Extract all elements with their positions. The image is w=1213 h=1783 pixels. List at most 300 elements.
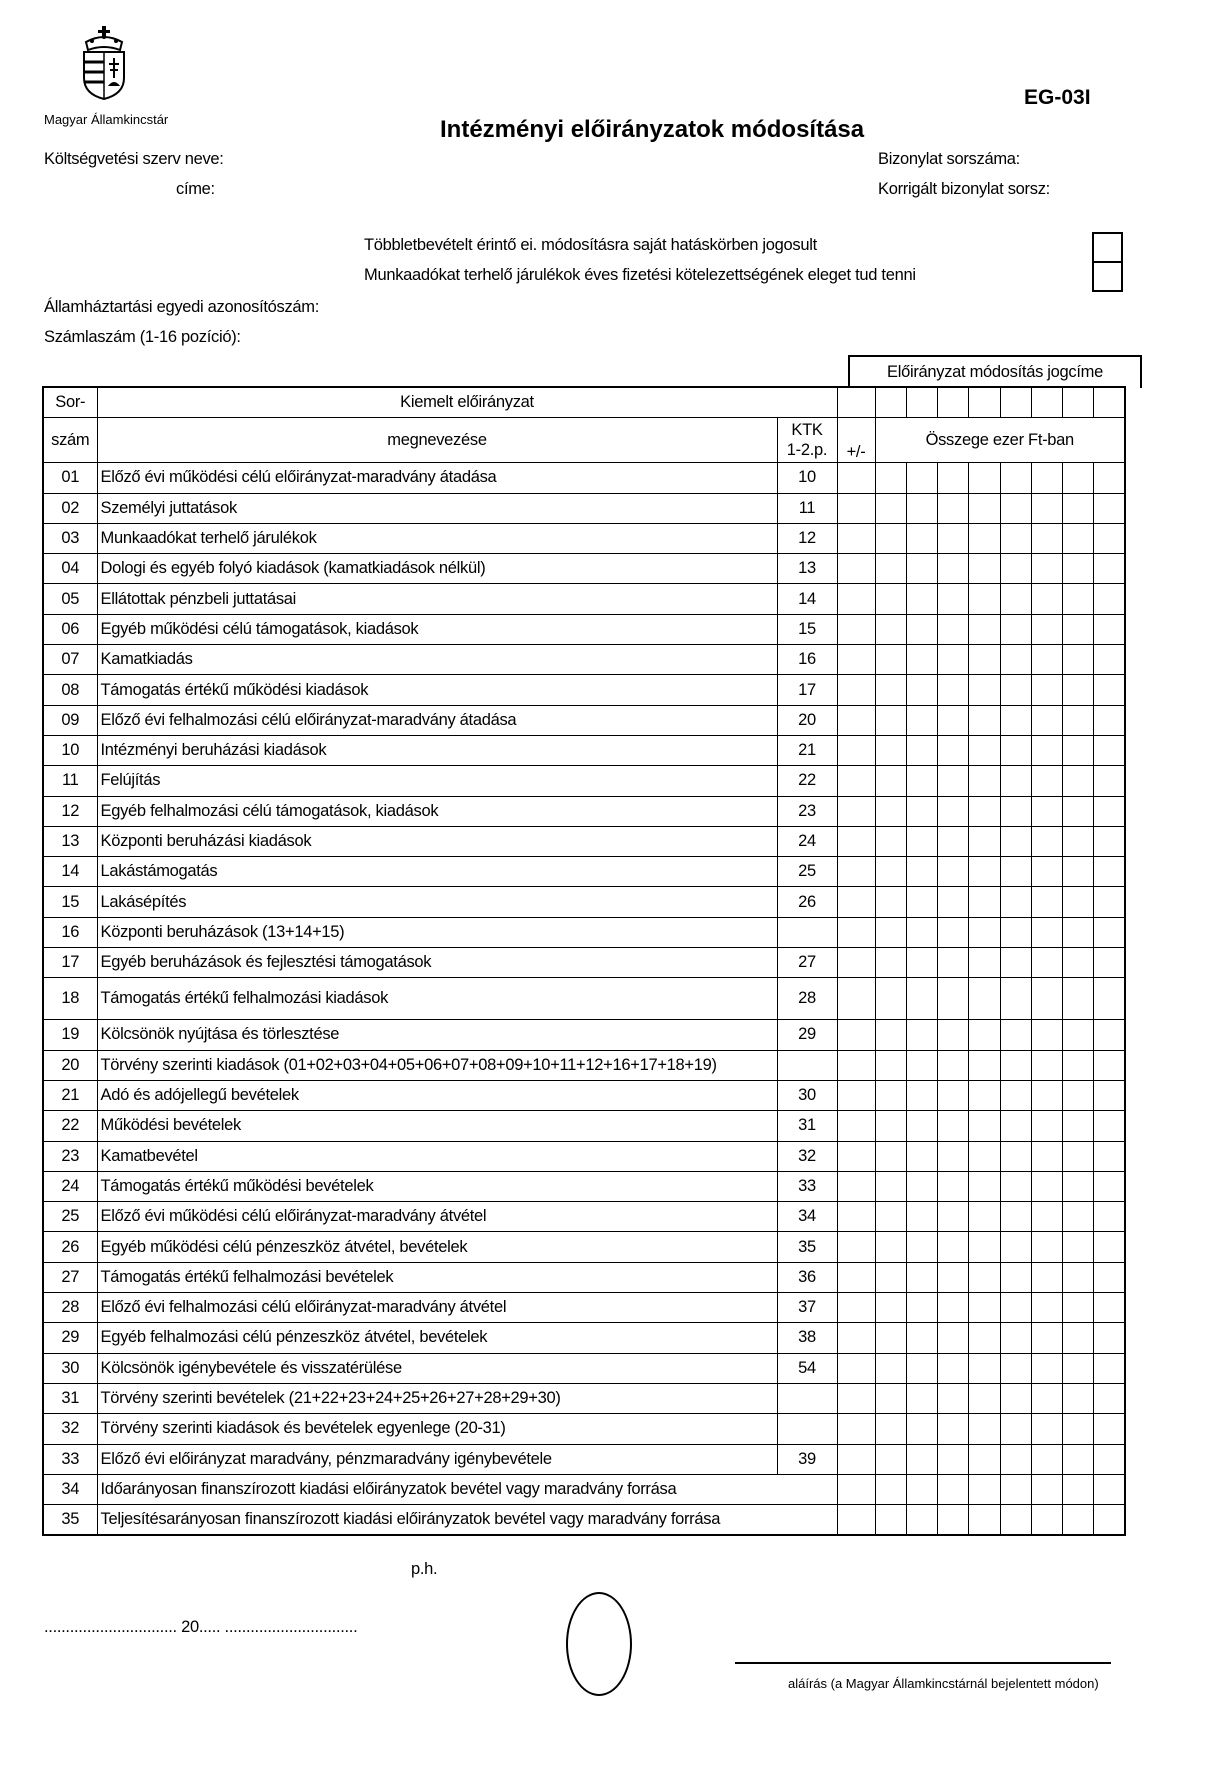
amount-digit-cell[interactable] [875, 1383, 906, 1413]
amount-digit-cell[interactable] [969, 463, 1000, 493]
amount-digit-cell[interactable] [1094, 826, 1125, 856]
amount-digit-cell[interactable] [1000, 826, 1031, 856]
amount-digit-cell[interactable] [969, 1474, 1000, 1504]
amount-digit-cell[interactable] [1094, 735, 1125, 765]
amount-digit-cell[interactable] [1094, 645, 1125, 675]
amount-digit-cell[interactable] [1000, 554, 1031, 584]
amount-digit-cell[interactable] [1031, 493, 1062, 523]
amount-digit-cell[interactable] [1063, 614, 1094, 644]
amount-digit-cell[interactable] [969, 1505, 1000, 1536]
amount-digit-cell[interactable] [906, 1232, 937, 1262]
amount-digit-cell[interactable] [1094, 1020, 1125, 1050]
amount-digit-cell[interactable] [938, 1353, 969, 1383]
amount-digit-cell[interactable] [1094, 917, 1125, 947]
amount-digit-cell[interactable] [1000, 887, 1031, 917]
amount-digit-cell[interactable] [1063, 493, 1094, 523]
amount-digit-cell[interactable] [1031, 735, 1062, 765]
amount-digit-cell[interactable] [1063, 1383, 1094, 1413]
amount-digit-cell[interactable] [875, 463, 906, 493]
amount-digit-cell[interactable] [969, 978, 1000, 1020]
amount-digit-cell[interactable] [938, 614, 969, 644]
amount-digit-cell[interactable] [1094, 1444, 1125, 1474]
amount-digit-cell[interactable] [875, 1293, 906, 1323]
amount-digit-cell[interactable] [1094, 1171, 1125, 1201]
amount-digit-cell[interactable] [1031, 1474, 1062, 1504]
sign-cell[interactable] [837, 1080, 875, 1110]
amount-digit-cell[interactable] [1031, 826, 1062, 856]
sign-cell[interactable] [837, 917, 875, 947]
amount-digit-cell[interactable] [906, 735, 937, 765]
amount-digit-cell[interactable] [969, 645, 1000, 675]
amount-digit-cell[interactable] [1031, 1444, 1062, 1474]
amount-digit-cell[interactable] [938, 857, 969, 887]
amount-digit-cell[interactable] [938, 826, 969, 856]
amount-digit-cell[interactable] [1094, 1353, 1125, 1383]
amount-digit-cell[interactable] [969, 1171, 1000, 1201]
amount-digit-cell[interactable] [1000, 645, 1031, 675]
sign-cell[interactable] [837, 675, 875, 705]
amount-digit-cell[interactable] [875, 978, 906, 1020]
amount-digit-cell[interactable] [1094, 1383, 1125, 1413]
amount-digit-cell[interactable] [1031, 1414, 1062, 1444]
sign-cell[interactable] [837, 857, 875, 887]
amount-digit-cell[interactable] [906, 1383, 937, 1413]
amount-digit-cell[interactable] [1094, 1293, 1125, 1323]
amount-digit-cell[interactable] [875, 614, 906, 644]
amount-digit-cell[interactable] [906, 978, 937, 1020]
amount-digit-cell[interactable] [938, 1050, 969, 1080]
amount-digit-cell[interactable] [1063, 1414, 1094, 1444]
sign-cell[interactable] [837, 493, 875, 523]
amount-digit-cell[interactable] [969, 1080, 1000, 1110]
contrib-checkbox[interactable] [1092, 261, 1123, 292]
amount-digit-cell[interactable] [1000, 1020, 1031, 1050]
amount-digit-cell[interactable] [906, 796, 937, 826]
amount-digit-cell[interactable] [1000, 1202, 1031, 1232]
amount-digit-cell[interactable] [938, 917, 969, 947]
amount-digit-cell[interactable] [875, 1262, 906, 1292]
amount-digit-cell[interactable] [1031, 766, 1062, 796]
amount-digit-cell[interactable] [1000, 523, 1031, 553]
amount-digit-cell[interactable] [1094, 1262, 1125, 1292]
amount-digit-cell[interactable] [969, 584, 1000, 614]
amount-digit-cell[interactable] [1063, 1171, 1094, 1201]
sign-cell[interactable] [837, 1383, 875, 1413]
amount-digit-cell[interactable] [875, 1505, 906, 1536]
amount-digit-cell[interactable] [969, 1232, 1000, 1262]
amount-digit-cell[interactable] [1000, 735, 1031, 765]
amount-digit-cell[interactable] [1000, 1293, 1031, 1323]
amount-digit-cell[interactable] [875, 735, 906, 765]
amount-digit-cell[interactable] [969, 735, 1000, 765]
amount-digit-cell[interactable] [969, 1141, 1000, 1171]
amount-digit-cell[interactable] [1031, 1505, 1062, 1536]
sign-cell[interactable] [837, 1505, 875, 1536]
amount-digit-cell[interactable] [1031, 705, 1062, 735]
amount-digit-cell[interactable] [938, 766, 969, 796]
amount-digit-cell[interactable] [906, 887, 937, 917]
sign-cell[interactable] [837, 554, 875, 584]
amount-digit-cell[interactable] [938, 1383, 969, 1413]
amount-digit-cell[interactable] [1031, 917, 1062, 947]
amount-digit-cell[interactable] [1063, 1020, 1094, 1050]
amount-digit-cell[interactable] [1031, 584, 1062, 614]
amount-digit-cell[interactable] [1000, 705, 1031, 735]
sign-cell[interactable] [837, 1202, 875, 1232]
amount-digit-cell[interactable] [1063, 948, 1094, 978]
amount-digit-cell[interactable] [875, 1141, 906, 1171]
amount-digit-cell[interactable] [1094, 887, 1125, 917]
amount-digit-cell[interactable] [906, 948, 937, 978]
amount-digit-cell[interactable] [1063, 917, 1094, 947]
amount-digit-cell[interactable] [906, 1323, 937, 1353]
sign-cell[interactable] [837, 1232, 875, 1262]
amount-digit-cell[interactable] [1031, 1171, 1062, 1201]
sign-cell[interactable] [837, 948, 875, 978]
amount-digit-cell[interactable] [1000, 857, 1031, 887]
amount-digit-cell[interactable] [1063, 554, 1094, 584]
amount-digit-cell[interactable] [969, 1323, 1000, 1353]
amount-digit-cell[interactable] [1031, 614, 1062, 644]
amount-digit-cell[interactable] [1094, 1474, 1125, 1504]
amount-digit-cell[interactable] [875, 705, 906, 735]
amount-digit-cell[interactable] [875, 826, 906, 856]
amount-digit-cell[interactable] [906, 554, 937, 584]
amount-digit-cell[interactable] [969, 1202, 1000, 1232]
amount-digit-cell[interactable] [1000, 675, 1031, 705]
amount-digit-cell[interactable] [1063, 1505, 1094, 1536]
amount-digit-cell[interactable] [875, 1232, 906, 1262]
amount-digit-cell[interactable] [1000, 1050, 1031, 1080]
amount-digit-cell[interactable] [906, 584, 937, 614]
amount-digit-cell[interactable] [906, 1444, 937, 1474]
amount-digit-cell[interactable] [906, 675, 937, 705]
amount-digit-cell[interactable] [938, 1505, 969, 1536]
amount-digit-cell[interactable] [1094, 1323, 1125, 1353]
sign-cell[interactable] [837, 1141, 875, 1171]
amount-digit-cell[interactable] [875, 523, 906, 553]
amount-digit-cell[interactable] [1031, 463, 1062, 493]
amount-digit-cell[interactable] [969, 826, 1000, 856]
sign-cell[interactable] [837, 1353, 875, 1383]
amount-digit-cell[interactable] [906, 1050, 937, 1080]
amount-digit-cell[interactable] [1063, 1232, 1094, 1262]
sign-cell[interactable] [837, 705, 875, 735]
sign-cell[interactable] [837, 1171, 875, 1201]
amount-digit-cell[interactable] [938, 978, 969, 1020]
amount-digit-cell[interactable] [906, 705, 937, 735]
amount-digit-cell[interactable] [969, 1111, 1000, 1141]
amount-digit-cell[interactable] [906, 1171, 937, 1201]
amount-digit-cell[interactable] [1000, 584, 1031, 614]
amount-digit-cell[interactable] [1000, 796, 1031, 826]
amount-digit-cell[interactable] [938, 1080, 969, 1110]
sign-cell[interactable] [837, 1444, 875, 1474]
amount-digit-cell[interactable] [1000, 1383, 1031, 1413]
amount-digit-cell[interactable] [969, 493, 1000, 523]
amount-digit-cell[interactable] [969, 1444, 1000, 1474]
amount-digit-cell[interactable] [875, 887, 906, 917]
amount-digit-cell[interactable] [1063, 1474, 1094, 1504]
amount-digit-cell[interactable] [875, 645, 906, 675]
amount-digit-cell[interactable] [1094, 1414, 1125, 1444]
amount-digit-cell[interactable] [1000, 1505, 1031, 1536]
amount-digit-cell[interactable] [969, 857, 1000, 887]
amount-digit-cell[interactable] [938, 796, 969, 826]
amount-digit-cell[interactable] [969, 1353, 1000, 1383]
amount-digit-cell[interactable] [938, 1020, 969, 1050]
amount-digit-cell[interactable] [1094, 1202, 1125, 1232]
amount-digit-cell[interactable] [875, 493, 906, 523]
amount-digit-cell[interactable] [875, 1050, 906, 1080]
amount-digit-cell[interactable] [1031, 1323, 1062, 1353]
amount-digit-cell[interactable] [1063, 887, 1094, 917]
sign-cell[interactable] [837, 463, 875, 493]
amount-digit-cell[interactable] [1000, 463, 1031, 493]
sign-cell[interactable] [837, 523, 875, 553]
amount-digit-cell[interactable] [938, 1171, 969, 1201]
amount-digit-cell[interactable] [1094, 1232, 1125, 1262]
amount-digit-cell[interactable] [906, 645, 937, 675]
amount-digit-cell[interactable] [969, 1414, 1000, 1444]
amount-digit-cell[interactable] [875, 857, 906, 887]
amount-digit-cell[interactable] [875, 1353, 906, 1383]
amount-digit-cell[interactable] [1063, 978, 1094, 1020]
amount-digit-cell[interactable] [1063, 1293, 1094, 1323]
amount-digit-cell[interactable] [1094, 796, 1125, 826]
sign-cell[interactable] [837, 796, 875, 826]
amount-digit-cell[interactable] [1031, 554, 1062, 584]
amount-digit-cell[interactable] [1000, 1414, 1031, 1444]
sign-cell[interactable] [837, 1262, 875, 1292]
amount-digit-cell[interactable] [938, 1474, 969, 1504]
amount-digit-cell[interactable] [875, 796, 906, 826]
amount-digit-cell[interactable] [938, 463, 969, 493]
amount-digit-cell[interactable] [906, 766, 937, 796]
amount-digit-cell[interactable] [875, 1171, 906, 1201]
amount-digit-cell[interactable] [1063, 645, 1094, 675]
amount-digit-cell[interactable] [906, 1353, 937, 1383]
amount-digit-cell[interactable] [1063, 1353, 1094, 1383]
amount-digit-cell[interactable] [875, 1414, 906, 1444]
amount-digit-cell[interactable] [1063, 1202, 1094, 1232]
amount-digit-cell[interactable] [875, 1323, 906, 1353]
amount-digit-cell[interactable] [938, 523, 969, 553]
sign-cell[interactable] [837, 1111, 875, 1141]
amount-digit-cell[interactable] [1094, 463, 1125, 493]
amount-digit-cell[interactable] [1031, 1020, 1062, 1050]
amount-digit-cell[interactable] [1063, 1141, 1094, 1171]
sign-cell[interactable] [837, 614, 875, 644]
amount-digit-cell[interactable] [969, 1293, 1000, 1323]
amount-digit-cell[interactable] [1000, 1323, 1031, 1353]
sign-cell[interactable] [837, 887, 875, 917]
amount-digit-cell[interactable] [1000, 948, 1031, 978]
amount-digit-cell[interactable] [1031, 1111, 1062, 1141]
amount-digit-cell[interactable] [875, 1444, 906, 1474]
amount-digit-cell[interactable] [938, 705, 969, 735]
amount-digit-cell[interactable] [875, 554, 906, 584]
amount-digit-cell[interactable] [1000, 493, 1031, 523]
amount-digit-cell[interactable] [1063, 463, 1094, 493]
amount-digit-cell[interactable] [906, 1414, 937, 1444]
amount-digit-cell[interactable] [875, 675, 906, 705]
amount-digit-cell[interactable] [1094, 978, 1125, 1020]
amount-digit-cell[interactable] [1031, 1050, 1062, 1080]
amount-digit-cell[interactable] [1063, 1080, 1094, 1110]
amount-digit-cell[interactable] [1094, 1050, 1125, 1080]
amount-digit-cell[interactable] [1094, 584, 1125, 614]
amount-digit-cell[interactable] [938, 645, 969, 675]
amount-digit-cell[interactable] [906, 523, 937, 553]
amount-digit-cell[interactable] [906, 857, 937, 887]
sign-cell[interactable] [837, 1293, 875, 1323]
amount-digit-cell[interactable] [875, 917, 906, 947]
amount-digit-cell[interactable] [1000, 1444, 1031, 1474]
amount-digit-cell[interactable] [1094, 705, 1125, 735]
amount-digit-cell[interactable] [1031, 1232, 1062, 1262]
amount-digit-cell[interactable] [1094, 614, 1125, 644]
amount-digit-cell[interactable] [1031, 675, 1062, 705]
amount-digit-cell[interactable] [1031, 978, 1062, 1020]
sign-cell[interactable] [837, 645, 875, 675]
sign-cell[interactable] [837, 766, 875, 796]
amount-digit-cell[interactable] [969, 705, 1000, 735]
amount-digit-cell[interactable] [1063, 1262, 1094, 1292]
amount-digit-cell[interactable] [938, 554, 969, 584]
amount-digit-cell[interactable] [1000, 1141, 1031, 1171]
amount-digit-cell[interactable] [875, 1111, 906, 1141]
amount-digit-cell[interactable] [969, 1383, 1000, 1413]
amount-digit-cell[interactable] [1000, 1111, 1031, 1141]
amount-digit-cell[interactable] [906, 1474, 937, 1504]
amount-digit-cell[interactable] [1063, 584, 1094, 614]
amount-digit-cell[interactable] [1063, 1323, 1094, 1353]
amount-digit-cell[interactable] [1063, 735, 1094, 765]
amount-digit-cell[interactable] [969, 917, 1000, 947]
amount-digit-cell[interactable] [1000, 1474, 1031, 1504]
amount-digit-cell[interactable] [969, 887, 1000, 917]
amount-digit-cell[interactable] [1031, 1293, 1062, 1323]
amount-digit-cell[interactable] [938, 1202, 969, 1232]
amount-digit-cell[interactable] [938, 493, 969, 523]
amount-digit-cell[interactable] [906, 1262, 937, 1292]
sign-cell[interactable] [837, 826, 875, 856]
amount-digit-cell[interactable] [1063, 675, 1094, 705]
amount-digit-cell[interactable] [1063, 1444, 1094, 1474]
amount-digit-cell[interactable] [1063, 1050, 1094, 1080]
surplus-checkbox[interactable] [1092, 232, 1123, 263]
amount-digit-cell[interactable] [1094, 1080, 1125, 1110]
amount-digit-cell[interactable] [906, 463, 937, 493]
amount-digit-cell[interactable] [1094, 766, 1125, 796]
amount-digit-cell[interactable] [875, 948, 906, 978]
amount-digit-cell[interactable] [1094, 948, 1125, 978]
amount-digit-cell[interactable] [1031, 523, 1062, 553]
amount-digit-cell[interactable] [938, 1444, 969, 1474]
sign-cell[interactable] [837, 735, 875, 765]
amount-digit-cell[interactable] [969, 948, 1000, 978]
amount-digit-cell[interactable] [1000, 1262, 1031, 1292]
amount-digit-cell[interactable] [1063, 523, 1094, 553]
amount-digit-cell[interactable] [906, 1505, 937, 1536]
amount-digit-cell[interactable] [969, 614, 1000, 644]
amount-digit-cell[interactable] [1031, 796, 1062, 826]
amount-digit-cell[interactable] [969, 554, 1000, 584]
amount-digit-cell[interactable] [906, 1293, 937, 1323]
amount-digit-cell[interactable] [1063, 857, 1094, 887]
sign-cell[interactable] [837, 1414, 875, 1444]
sign-cell[interactable] [837, 1323, 875, 1353]
amount-digit-cell[interactable] [1031, 1353, 1062, 1383]
amount-digit-cell[interactable] [906, 1020, 937, 1050]
amount-digit-cell[interactable] [969, 796, 1000, 826]
amount-digit-cell[interactable] [1000, 917, 1031, 947]
amount-digit-cell[interactable] [906, 1141, 937, 1171]
amount-digit-cell[interactable] [938, 887, 969, 917]
amount-digit-cell[interactable] [1031, 1080, 1062, 1110]
amount-digit-cell[interactable] [906, 614, 937, 644]
amount-digit-cell[interactable] [906, 493, 937, 523]
amount-digit-cell[interactable] [1000, 1171, 1031, 1201]
amount-digit-cell[interactable] [1031, 948, 1062, 978]
amount-digit-cell[interactable] [1031, 1262, 1062, 1292]
signature-line[interactable] [735, 1662, 1111, 1664]
amount-digit-cell[interactable] [938, 1414, 969, 1444]
amount-digit-cell[interactable] [969, 523, 1000, 553]
amount-digit-cell[interactable] [1000, 1080, 1031, 1110]
amount-digit-cell[interactable] [875, 584, 906, 614]
amount-digit-cell[interactable] [1063, 766, 1094, 796]
amount-digit-cell[interactable] [1000, 614, 1031, 644]
amount-digit-cell[interactable] [1094, 493, 1125, 523]
amount-digit-cell[interactable] [1031, 645, 1062, 675]
amount-digit-cell[interactable] [938, 1232, 969, 1262]
amount-digit-cell[interactable] [938, 735, 969, 765]
amount-digit-cell[interactable] [906, 1111, 937, 1141]
amount-digit-cell[interactable] [1063, 796, 1094, 826]
amount-digit-cell[interactable] [1094, 554, 1125, 584]
amount-digit-cell[interactable] [1000, 978, 1031, 1020]
amount-digit-cell[interactable] [1031, 1202, 1062, 1232]
sign-cell[interactable] [837, 584, 875, 614]
amount-digit-cell[interactable] [1031, 1383, 1062, 1413]
amount-digit-cell[interactable] [875, 1474, 906, 1504]
amount-digit-cell[interactable] [969, 766, 1000, 796]
amount-digit-cell[interactable] [1000, 766, 1031, 796]
amount-digit-cell[interactable] [906, 1202, 937, 1232]
amount-digit-cell[interactable] [938, 1293, 969, 1323]
amount-digit-cell[interactable] [1031, 1141, 1062, 1171]
amount-digit-cell[interactable] [1031, 887, 1062, 917]
amount-digit-cell[interactable] [938, 675, 969, 705]
amount-digit-cell[interactable] [906, 826, 937, 856]
amount-digit-cell[interactable] [1063, 826, 1094, 856]
amount-digit-cell[interactable] [1031, 857, 1062, 887]
amount-digit-cell[interactable] [1094, 857, 1125, 887]
amount-digit-cell[interactable] [875, 1020, 906, 1050]
amount-digit-cell[interactable] [969, 1262, 1000, 1292]
amount-digit-cell[interactable] [1063, 1111, 1094, 1141]
sign-cell[interactable] [837, 1020, 875, 1050]
date-line[interactable]: ............................... 20..... ............................... [44, 1618, 358, 1636]
amount-digit-cell[interactable] [938, 1262, 969, 1292]
amount-digit-cell[interactable] [1094, 523, 1125, 553]
amount-digit-cell[interactable] [875, 1202, 906, 1232]
amount-digit-cell[interactable] [938, 1111, 969, 1141]
amount-digit-cell[interactable] [1094, 1111, 1125, 1141]
amount-digit-cell[interactable] [969, 1050, 1000, 1080]
